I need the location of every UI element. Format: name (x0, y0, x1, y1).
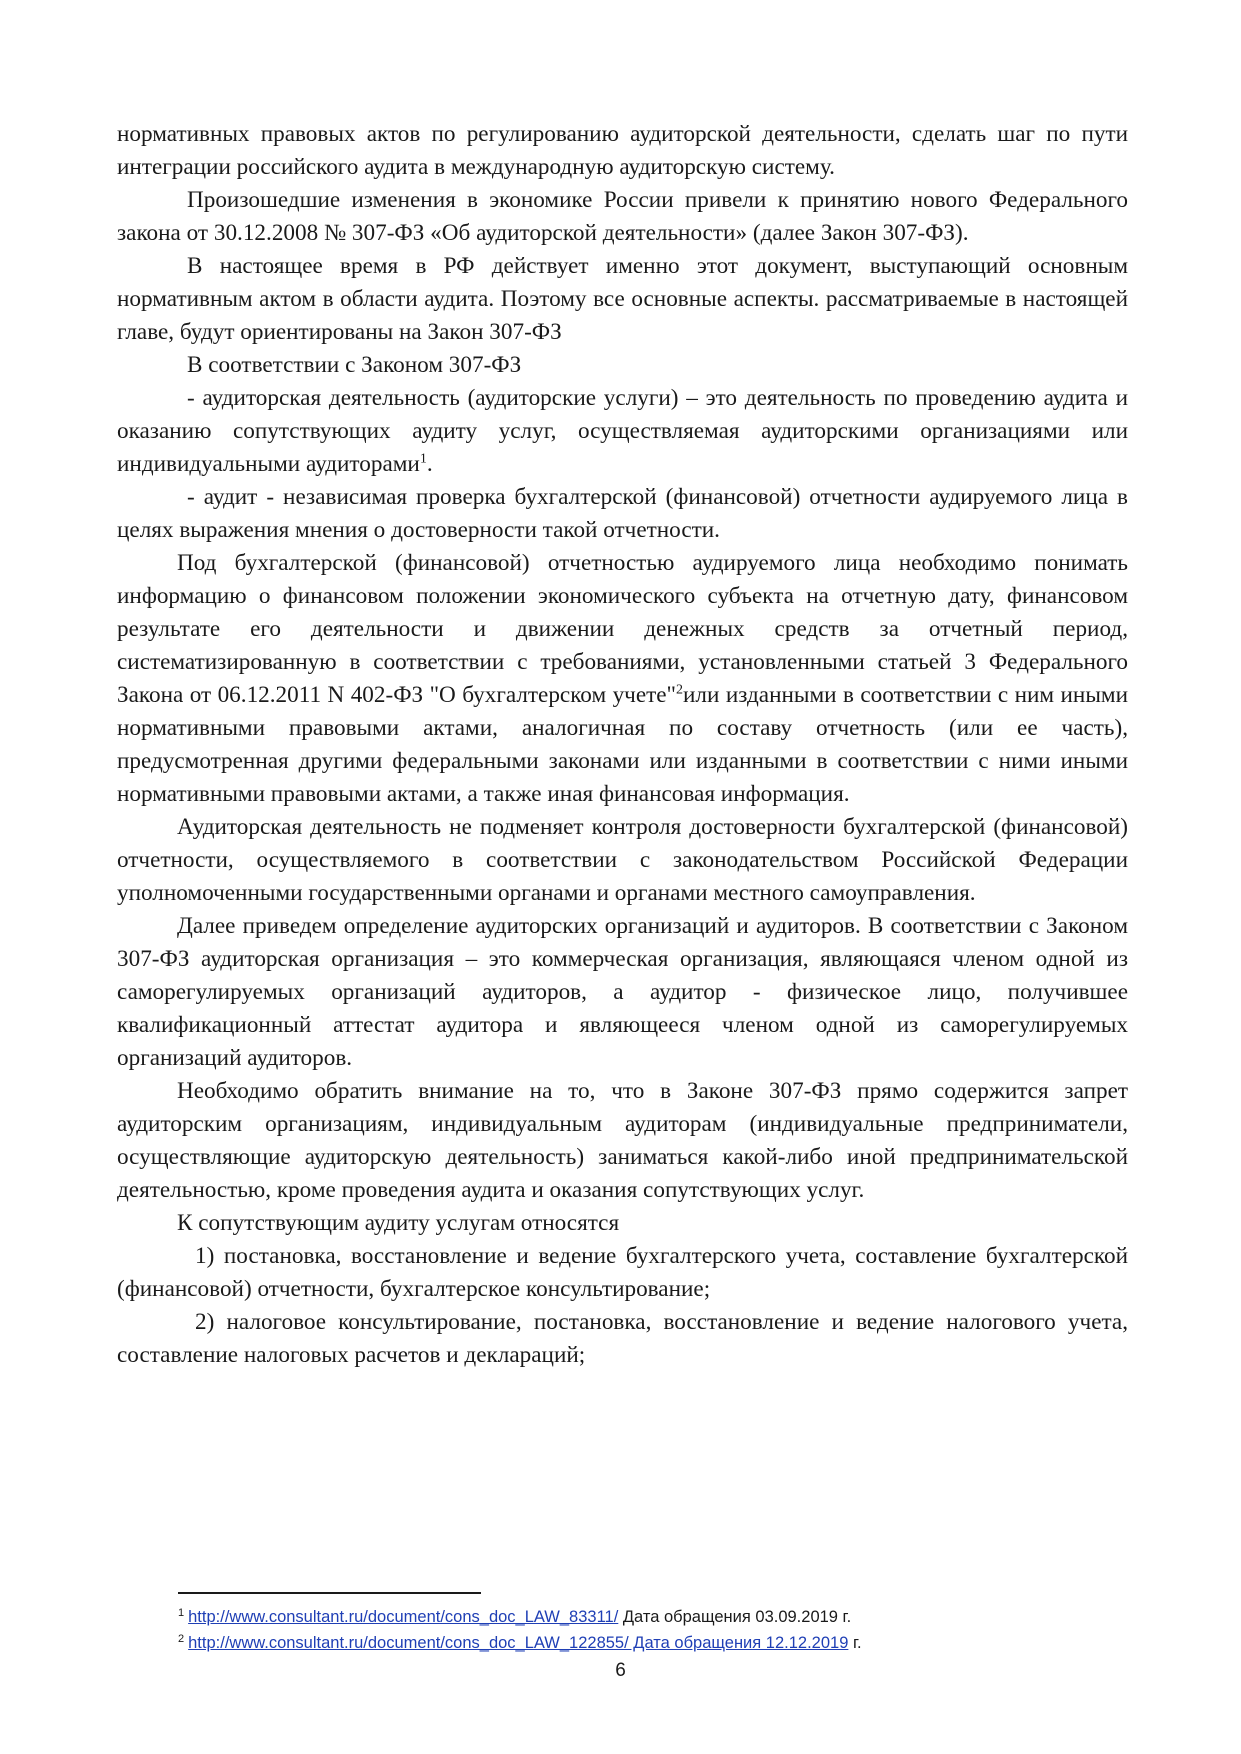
paragraph-5 (117, 382, 1128, 481)
paragraph-7-text-b: или изданными в соответствии с ним иными нормативными правовыми актами, аналогичная по составу отчетность (или ее часть), предусмотренная другими федеральными законами или изданными в соответствии с ними иными нормативными правовыми актами, а также иная финансовая информация. (117, 682, 1128, 807)
paragraph-7-text-a: Под бухгалтерской (финансовой) отчетностью аудируемого лица необходимо понимать информацию о финансовом положении экономического субъекта на отчетную дату, финансовом результате его деятельности и движении денежных средств за отчетный период, систематизированную в соответствии с требованиями, установленными статьей 3 Федерального Закона от 06.12.2011 N 402-ФЗ "О бухгалтерском учете" (117, 550, 1128, 708)
paragraph-8: Аудиторская деятельность не подменяет контроля достоверности бухгалтерской (финансовой) отчетности, осуществляемого в соответствии с законодательством Российской Федерации уполномоченными государственными органами и органами местного самоуправления. (117, 814, 1128, 906)
footnote-1-link[interactable]: http://www.consultant.ru/document/cons_doc_LAW_83311/ (188, 1608, 619, 1626)
footnote-ref-2[interactable]: 2 (676, 682, 684, 698)
footnote-1-number: 1 (178, 1606, 185, 1619)
list-item-1: 1) постановка, восстановление и ведение бухгалтерского учета, составление бухгалтерской (финансовой) отчетности, бухгалтерское консультирование; (117, 1243, 1128, 1302)
footnotes (178, 1604, 1078, 1656)
footnote-2-number: 2 (178, 1632, 185, 1645)
paragraph-1: нормативных правовых актов по регулированию аудиторской деятельности, сделать шаг по пути интеграции российского аудита в международную аудиторскую систему. (117, 121, 1128, 180)
footnote-ref-1[interactable]: 1 (419, 451, 427, 467)
paragraph-7 (117, 547, 1128, 811)
paragraph-3: В настоящее время в РФ действует именно этот документ, выступающий основным нормативным актом в области аудита. Поэтому все основные аспекты. рассматриваемые в настоящей главе, будут ориентированы на Закон 307-ФЗ (117, 253, 1128, 345)
footnote-2 (178, 1630, 1078, 1656)
footnote-1 (178, 1604, 1078, 1630)
paragraph-6: - аудит - независимая проверка бухгалтерской (финансовой) отчетности аудируемого лица в целях выражения мнения о достоверности такой отчетности. (117, 484, 1128, 543)
footnote-2-link[interactable]: http://www.consultant.ru/document/cons_doc_LAW_122855/ Дата обращения 12.12.2019 (188, 1634, 849, 1652)
paragraph-2: Произошедшие изменения в экономике России привели к принятию нового Федерального закона от 30.12.2008 № 307-ФЗ «Об аудиторской деятельности» (далее Закон 307-ФЗ). (117, 187, 1128, 246)
footnote-separator (178, 1592, 481, 1594)
paragraph-11: К сопутствующим аудиту услугам относятся (177, 1210, 620, 1236)
paragraph-10: Необходимо обратить внимание на то, что в Законе 307-ФЗ прямо содержится запрет аудиторским организациям, индивидуальным аудиторам (индивидуальные предприниматели, осуществляющие аудиторскую деятельность) заниматься какой-либо иной предпринимательской деятельностью, кроме проведения аудита и оказания сопутствующих услуг. (117, 1078, 1128, 1203)
paragraph-5-end: . (426, 451, 433, 477)
footnote-1-suffix: Дата обращения 03.09.2019 г. (618, 1608, 852, 1626)
paragraph-4: В соответствии с Законом 307-ФЗ (187, 352, 522, 378)
footnote-2-suffix: г. (848, 1634, 862, 1652)
paragraph-9: Далее приведем определение аудиторских организаций и аудиторов. В соответствии с Законом 307-ФЗ аудиторская организация – это коммерческая организация, являющаяся членом одной из саморегулируемых организаций аудиторов, а аудитор - физическое лицо, получившее квалификационный аттестат аудитора и являющееся членом одной из саморегулируемых организаций аудиторов. (117, 913, 1128, 1071)
list-item-2: 2) налоговое консультирование, постановка, восстановление и ведение налогового учета, составление налоговых расчетов и деклараций; (117, 1309, 1128, 1368)
paragraph-5-text: - аудиторская деятельность (аудиторские услуги) – это деятельность по проведению аудита и оказанию сопутствующих аудиту услуг, осуществляемая аудиторскими организациями или индивидуальными аудиторами (117, 385, 1128, 477)
body-text (117, 118, 1128, 1372)
page-number: 6 (615, 1660, 626, 1681)
